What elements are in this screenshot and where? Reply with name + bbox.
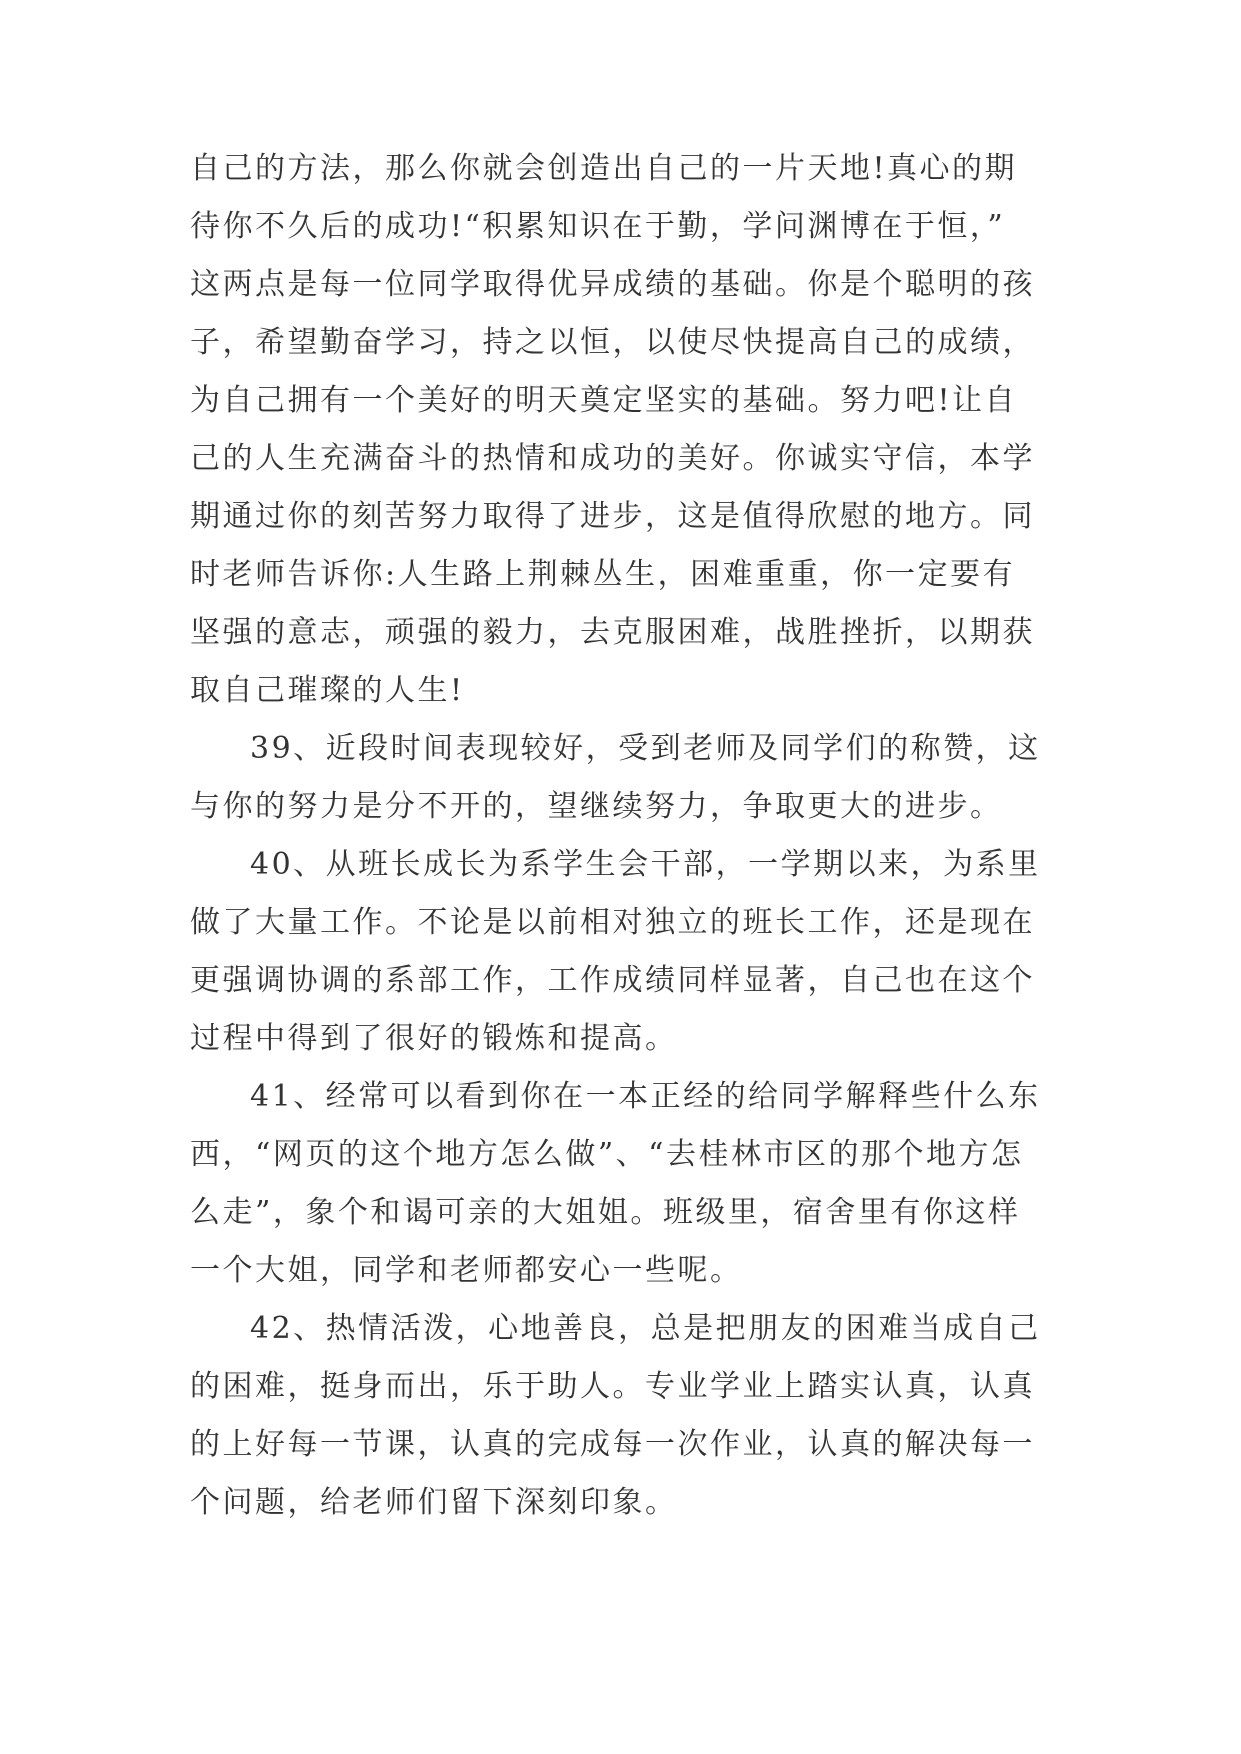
text-line: 坚强的意志，顽强的毅力，去克服困难，战胜挫折，以期获 (190, 615, 1035, 650)
text-line: 子，希望勤奋学习，持之以恒，以使尽快提高自己的成绩， (190, 325, 1035, 360)
text-line: 一个大姐，同学和老师都安心一些呢。 (190, 1253, 743, 1288)
paragraph (190, 836, 1060, 1068)
text-line: 己的人生充满奋斗的热情和成功的美好。你诚实守信，本学 (190, 441, 1035, 476)
text-line: 的上好每一节课，认真的完成每一次作业，认真的解决每一 (190, 1427, 1035, 1462)
text-line: 时老师告诉你:人生路上荆棘丛生，困难重重，你一定要有 (190, 557, 1016, 592)
text-line: 41、经常可以看到你在一本正经的给同学解释些什么东 (250, 1079, 1041, 1114)
text-line: 与你的努力是分不开的，望继续努力，争取更大的进步。 (190, 789, 1003, 824)
document-body (190, 140, 1060, 1532)
paragraph (190, 1068, 1060, 1300)
text-line: 西，“网页的这个地方怎么做”、“去桂林市区的那个地方怎 (190, 1137, 1024, 1172)
paragraph (190, 720, 1060, 836)
paragraph (190, 140, 1060, 720)
text-line: 42、热情活泼，心地善良，总是把朋友的困难当成自己 (250, 1311, 1041, 1346)
text-line: 么走”，象个和谒可亲的大姐姐。班级里，宿舍里有你这样 (190, 1195, 1021, 1230)
text-line: 过程中得到了很好的锻炼和提高。 (190, 1021, 678, 1056)
text-line: 自己的方法，那么你就会创造出自己的一片天地!真心的期 (190, 151, 1018, 186)
text-line: 39、近段时间表现较好，受到老师及同学们的称赞，这 (250, 731, 1041, 766)
text-line: 更强调协调的系部工作，工作成绩同样显著，自己也在这个 (190, 963, 1035, 998)
text-line: 做了大量工作。不论是以前相对独立的班长工作，还是现在 (190, 905, 1035, 940)
text-line: 取自己璀璨的人生! (190, 673, 465, 708)
text-line: 为自己拥有一个美好的明天奠定坚实的基础。努力吧!让自 (190, 383, 1018, 418)
text-line: 的困难，挺身而出，乐于助人。专业学业上踏实认真，认真 (190, 1369, 1035, 1404)
text-line: 待你不久后的成功!“积累知识在于勤，学问渊博在于恒，” (190, 209, 1006, 244)
text-line: 这两点是每一位同学取得优异成绩的基础。你是个聪明的孩 (190, 267, 1035, 302)
text-line: 40、从班长成长为系学生会干部，一学期以来，为系里 (250, 847, 1041, 882)
text-line: 个问题，给老师们留下深刻印象。 (190, 1485, 678, 1520)
paragraph (190, 1300, 1060, 1532)
text-line: 期通过你的刻苦努力取得了进步，这是值得欣慰的地方。同 (190, 499, 1035, 534)
